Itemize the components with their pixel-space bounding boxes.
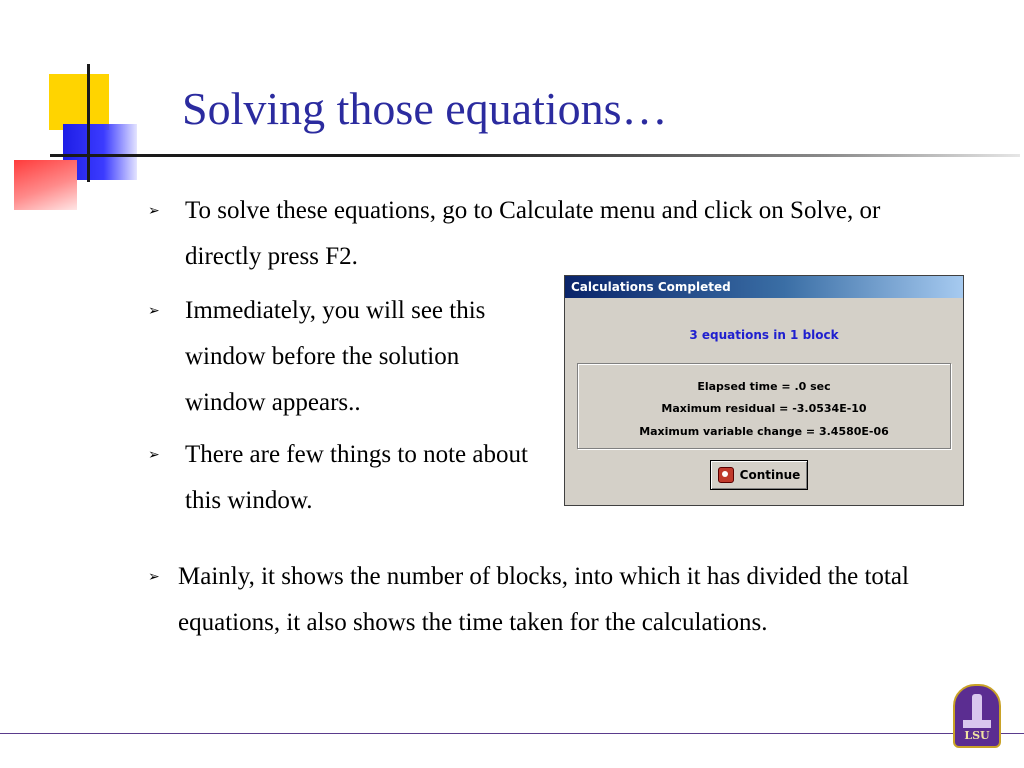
bullet-item bbox=[148, 432, 538, 524]
slide-title: Solving those equations… bbox=[182, 83, 668, 134]
max-variable-change-text: Maximum variable change = 3.4580E-06 bbox=[639, 425, 889, 438]
bullet-text: There are few things to note about this window. bbox=[185, 441, 528, 514]
university-logo bbox=[953, 684, 1001, 748]
elapsed-time-text: Elapsed time = .0 sec bbox=[697, 380, 831, 393]
bullet-text: Immediately, you will see this window before the solution window appears.. bbox=[185, 297, 486, 416]
dialog-header-text: 3 equations in 1 block bbox=[689, 328, 839, 342]
continue-button-label: Continue bbox=[739, 468, 801, 482]
bullet-arrow-icon: ➢ bbox=[148, 203, 160, 219]
bullet-item bbox=[148, 188, 958, 280]
bullet-arrow-icon: ➢ bbox=[148, 447, 160, 463]
bullet-item bbox=[148, 288, 538, 426]
decor-yellow-square bbox=[49, 74, 109, 130]
calculations-completed-dialog bbox=[564, 275, 964, 506]
logo-base bbox=[963, 720, 991, 728]
continue-button[interactable] bbox=[710, 460, 808, 490]
title-underline bbox=[50, 154, 1020, 157]
decor-vertical-line bbox=[87, 64, 90, 182]
bullet-text: Mainly, it shows the number of blocks, into which it has divided the total equations, it also shows the time taken for the calculations. bbox=[178, 563, 909, 636]
dialog-title[interactable]: Calculations Completed bbox=[565, 276, 963, 298]
results-group bbox=[577, 363, 951, 449]
decor-red-square bbox=[14, 160, 77, 210]
stop-icon bbox=[718, 467, 734, 483]
bullet-text: To solve these equations, go to Calculate menu and click on Solve, or directly press F2. bbox=[185, 197, 881, 270]
max-residual-text: Maximum residual = -3.0534E-10 bbox=[661, 402, 867, 415]
footer-line bbox=[0, 733, 1024, 734]
bullet-arrow-icon: ➢ bbox=[148, 303, 160, 319]
bullet-item bbox=[148, 554, 948, 646]
bullet-arrow-icon: ➢ bbox=[148, 569, 160, 585]
logo-text: LSU bbox=[964, 729, 990, 742]
